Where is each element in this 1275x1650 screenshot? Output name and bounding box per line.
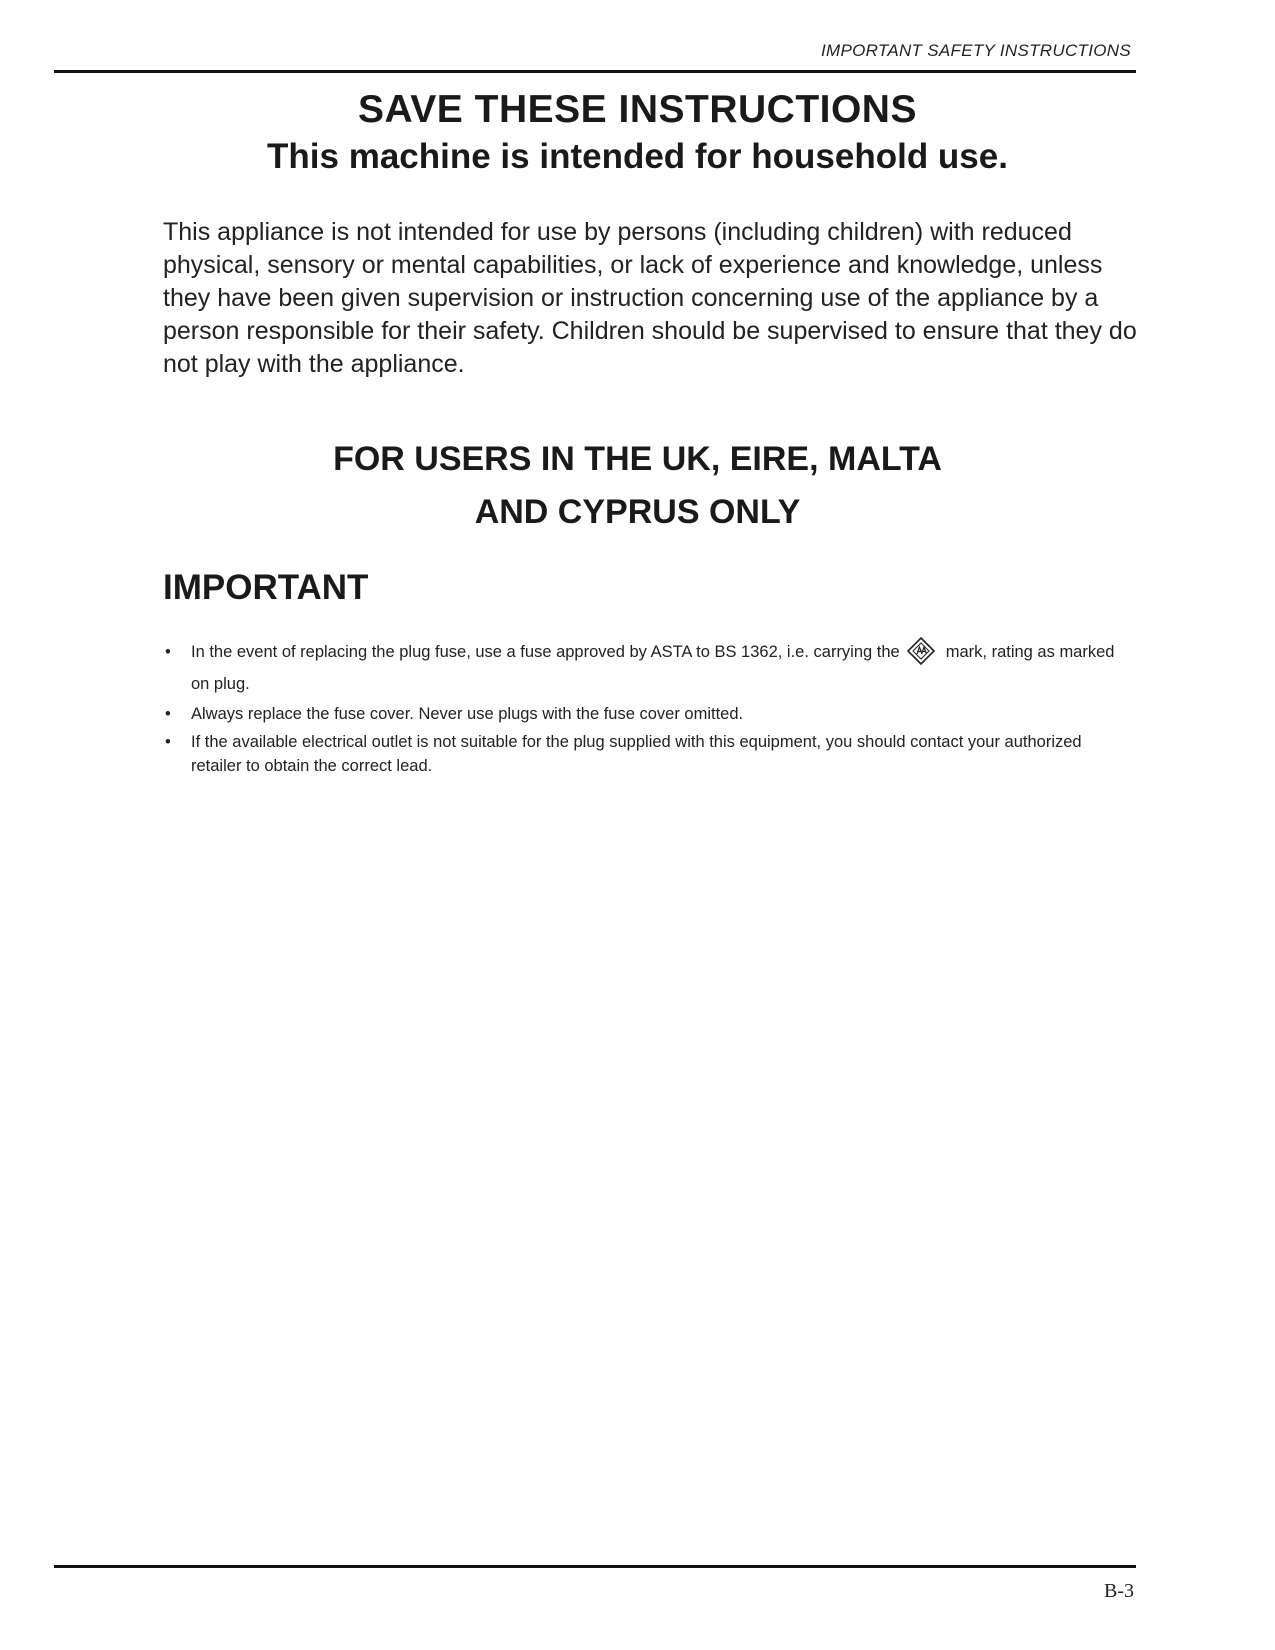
region-heading-line-2: AND CYPRUS ONLY — [474, 493, 801, 531]
list-item — [163, 636, 1133, 700]
footer-rule — [54, 1565, 1136, 1568]
running-header: IMPORTANT SAFETY INSTRUCTIONS — [820, 41, 1131, 60]
header-rule — [54, 70, 1136, 73]
list-item-text-cont: mark, rating as marked on plug. — [191, 643, 1115, 693]
page-subtitle: This machine is intended for household use. — [267, 137, 1008, 176]
important-heading: IMPORTANT — [163, 568, 369, 607]
region-heading — [0, 433, 1275, 539]
important-notes-list — [163, 636, 1133, 778]
page-number: B-3 — [1104, 1580, 1134, 1602]
list-item — [163, 702, 1133, 726]
list-item-text: Always replace the fuse cover. Never use plugs with the fuse cover omitted. — [191, 705, 744, 723]
list-item-text: If the available electrical outlet is not suitable for the plug supplied with this equipment, you should contact your authorized retailer to obtain the correct lead. — [191, 733, 1082, 775]
asta-mark-icon — [906, 636, 936, 666]
region-heading-line-1: FOR USERS IN THE UK, EIRE, MALTA — [333, 440, 942, 478]
page-title: SAVE THESE INSTRUCTIONS — [357, 88, 917, 131]
list-item — [163, 730, 1133, 778]
intro-paragraph: This appliance is not intended for use by persons (including children) with reduced physical, sensory or mental capabilities, or lack of experience and knowledge, unless they have been given supervision or instruction concerning use of the appliance by a person responsible for their safety. Children should be supervised to ensure that they do not play with the appliance. — [163, 218, 1137, 378]
list-item-text: In the event of replacing the plug fuse, use a fuse approved by ASTA to BS 1362, i.e. carrying the — [191, 643, 900, 661]
